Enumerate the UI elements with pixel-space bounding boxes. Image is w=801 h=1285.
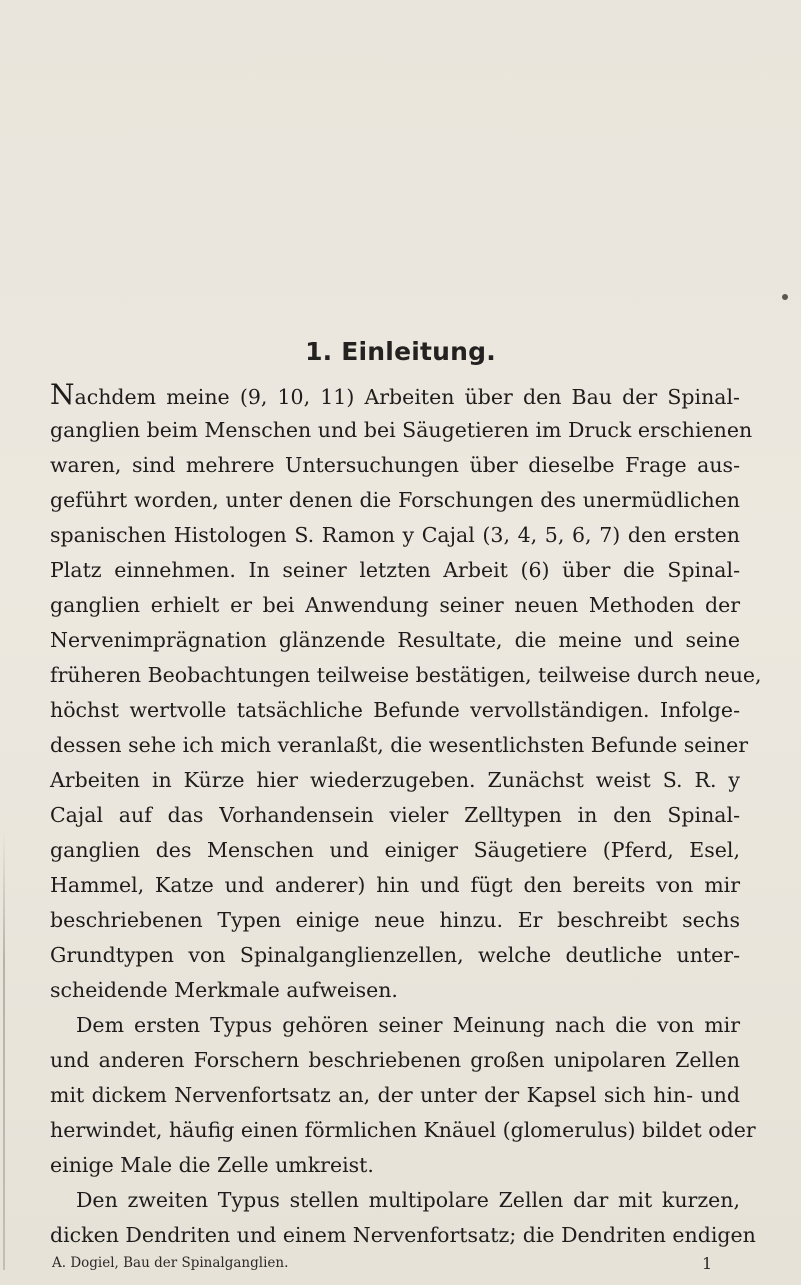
body-line: einige Male die Zelle umkreist. — [50, 1153, 374, 1177]
page-edge-shadow — [3, 830, 5, 1270]
page-number: 1 — [702, 1254, 713, 1273]
body-line: dessen sehe ich mich veranlaßt, die wesentlichsten Befunde seiner — [50, 733, 749, 757]
body-line: Hammel, Katze und anderer) hin und fügt den bereits von mir — [50, 873, 740, 897]
body-line: früheren Beobachtungen teilweise bestätigen, teilweise durch neue, — [50, 663, 762, 687]
body-line: mit dickem Nervenfortsatz an, der unter der Kapsel sich hin- und — [50, 1083, 740, 1107]
body-line: ganglien beim Menschen und bei Säugetieren im Druck erschienen — [50, 418, 753, 442]
body-line: scheidende Merkmale aufweisen. — [50, 978, 398, 1002]
first-line-text: achdem meine (9, 10, 11) Arbeiten über den Bau der Spinal- — [74, 385, 740, 409]
body-line: beschriebenen Typen einige neue hinzu. Er beschreibt sechs — [50, 908, 740, 932]
section-heading: 1. Einleitung. — [305, 337, 496, 366]
body-line: Dem ersten Typus gehören seiner Meinung nach die von mir — [76, 1013, 740, 1037]
body-line: geführt worden, unter denen die Forschungen des unermüdlichen — [50, 488, 740, 512]
body-line: dicken Dendriten und einem Nervenfortsatz; die Dendriten endigen — [50, 1223, 756, 1247]
body-line: Den zweiten Typus stellen multipolare Zellen dar mit kurzen, — [76, 1188, 740, 1212]
drop-capital: N — [50, 378, 75, 411]
body-line: höchst wertvolle tatsächliche Befunde vervollständigen. Infolge- — [50, 698, 740, 722]
body-line: ganglien des Menschen und einiger Säugetiere (Pferd, Esel, — [50, 838, 740, 862]
running-footer: A. Dogiel, Bau der Spinalganglien. — [52, 1255, 289, 1271]
body-line: Arbeiten in Kürze hier wiederzugeben. Zunächst weist S. R. y — [50, 768, 740, 792]
body-line: herwindet, häufig einen förmlichen Knäuel (glomerulus) bildet oder — [50, 1118, 756, 1142]
body-line: spanischen Histologen S. Ramon y Cajal (3, 4, 5, 6, 7) den ersten — [50, 523, 740, 547]
body-line: Nervenimprägnation glänzende Resultate, die meine und seine — [50, 628, 740, 652]
body-line: Grundtypen von Spinalganglienzellen, welche deutliche unter- — [50, 943, 740, 967]
body-line: Cajal auf das Vorhandensein vieler Zelltypen in den Spinal- — [50, 803, 740, 827]
body-line-first — [50, 378, 740, 411]
body-line: ganglien erhielt er bei Anwendung seiner neuen Methoden der — [50, 593, 740, 617]
body-line: und anderen Forschern beschriebenen großen unipolaren Zellen — [50, 1048, 740, 1072]
body-line: waren, sind mehrere Untersuchungen über dieselbe Frage aus- — [50, 453, 740, 477]
ink-speck — [782, 294, 788, 300]
body-line: Platz einnehmen. In seiner letzten Arbeit (6) über die Spinal- — [50, 558, 740, 582]
